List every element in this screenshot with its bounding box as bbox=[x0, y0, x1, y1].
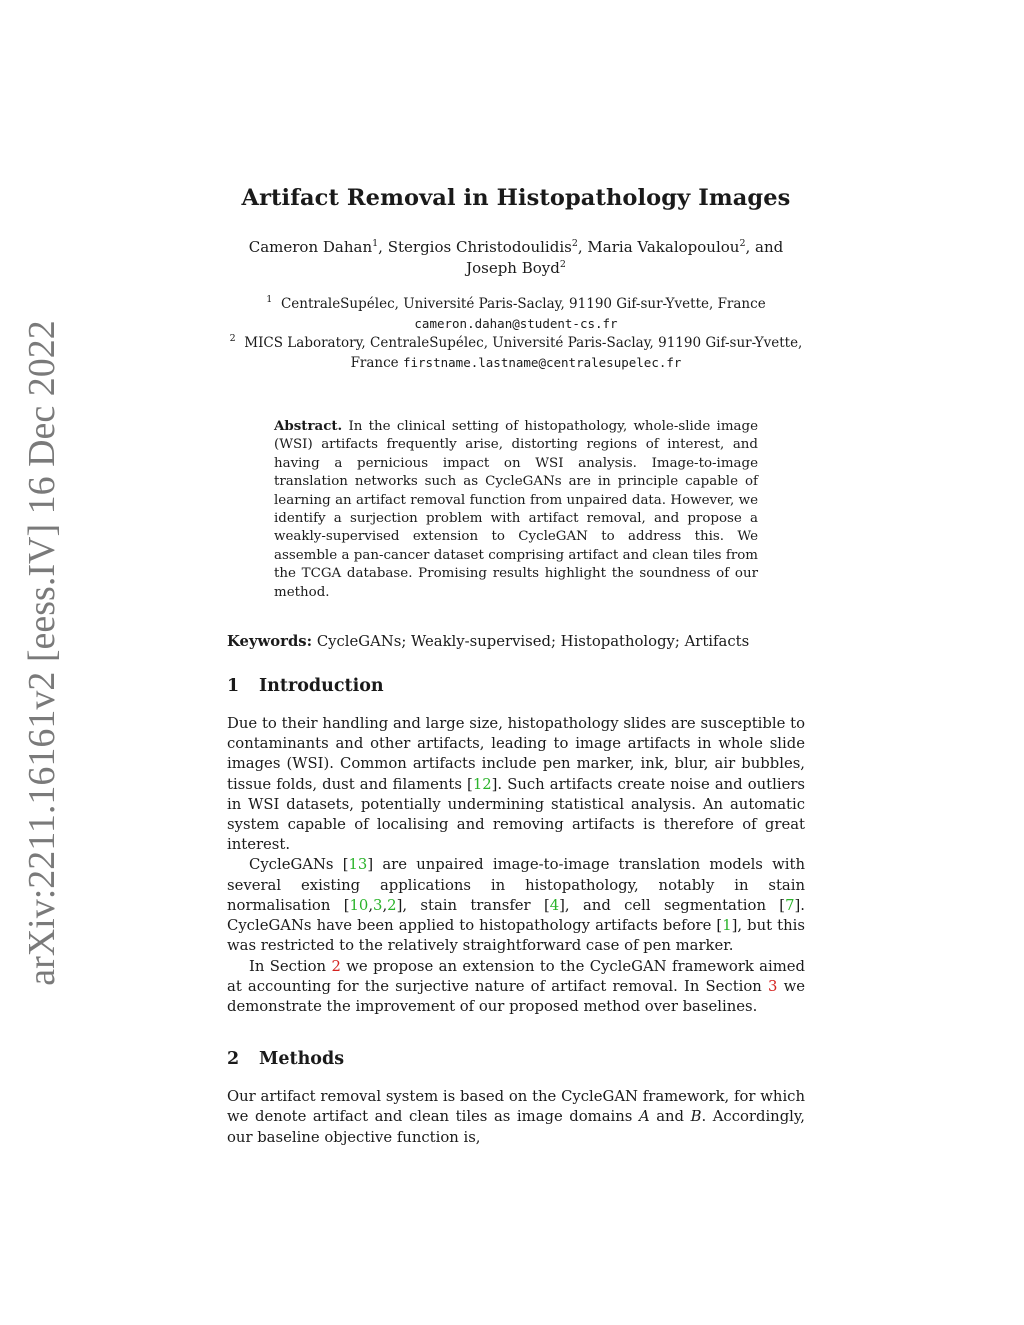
paragraph-text: ]. Such artifacts create noise and outliers in WSI datasets, potentially undermining statistical analysis. An automatic system capable of localising and removing artifacts is therefore of great interest. bbox=[227, 775, 805, 854]
paragraph-text: we demonstrate the improvement of our proposed method over baselines. bbox=[227, 977, 805, 1015]
citation-link[interactable]: 1 bbox=[722, 917, 732, 935]
author-separator: , bbox=[577, 238, 588, 256]
author-affil-marker: 2 bbox=[739, 238, 746, 249]
citation-link[interactable]: 2 bbox=[387, 896, 397, 914]
section-number: 2 bbox=[227, 1049, 240, 1070]
author-separator: , bbox=[378, 238, 388, 256]
paragraph-text: Due to their handling and large size, histopathology slides are susceptible to contaminants and other artifacts, leading to image artifacts in whole slide images (WSI). Common artifacts include pen marker, ink, blur, air bubbles, tissue folds, dust and filaments [ bbox=[227, 715, 805, 793]
paragraph-text: and bbox=[649, 1108, 691, 1126]
section-reference-link[interactable]: 2 bbox=[331, 957, 341, 975]
affiliation-number: 2 bbox=[229, 333, 236, 344]
affiliation-email[interactable]: firstname.lastname@centralesupelec.fr bbox=[402, 355, 682, 370]
keywords-text: CycleGANs; Weakly-supervised; Histopathology; Artifacts bbox=[316, 633, 750, 651]
paragraph-text: In Section bbox=[249, 957, 332, 975]
intro-paragraph-1 bbox=[227, 714, 805, 855]
author-name: Maria Vakalopoulou bbox=[587, 238, 740, 256]
abstract-label: Abstract. bbox=[274, 418, 343, 434]
citation-link[interactable]: 7 bbox=[785, 896, 795, 914]
paragraph-text: CycleGANs [ bbox=[249, 856, 349, 874]
math-symbol: B bbox=[690, 1108, 702, 1126]
abstract bbox=[274, 417, 758, 602]
methods-paragraph-1 bbox=[227, 1087, 805, 1148]
paper-title: Artifact Removal in Histopathology Images bbox=[241, 185, 791, 211]
citation-link[interactable]: 4 bbox=[549, 896, 560, 914]
keywords bbox=[227, 632, 805, 652]
author-affil-marker: 1 bbox=[372, 238, 379, 249]
paragraph-text: ] are unpaired image-to-image translation models with several existing applications in histopathology, notably in stain normalisation [ bbox=[227, 856, 805, 914]
citation-separator: , bbox=[382, 896, 388, 914]
section-heading-methods bbox=[227, 1049, 805, 1069]
author-name: Joseph Boyd bbox=[466, 259, 560, 277]
affiliation-2 bbox=[227, 334, 805, 373]
paragraph-text: ], and cell segmentation [ bbox=[559, 896, 786, 914]
citation-link[interactable]: 10 bbox=[349, 896, 369, 914]
author-name: Stergios Christodoulidis bbox=[387, 238, 572, 256]
affiliation-email[interactable]: cameron.dahan@student-cs.fr bbox=[414, 316, 618, 331]
abstract-text: In the clinical setting of histopathology, whole-slide image (WSI) artifacts frequently arise, distorting regions of interest, and having a pernicious impact on WSI analysis. Image-to-image translation networks such as CycleGANs are in principle capable of learning an artifact removal function from unpaired data. However, we identify a surjection problem with artifact removal, and propose a weakly-supervised extension to CycleGAN to address this. We assemble a pan-cancer dataset comprising artifact and clean tiles from the TCGA database. Promising results highlight the soundness of our method. bbox=[274, 419, 758, 600]
affiliation-number: 1 bbox=[266, 294, 273, 305]
author-list bbox=[235, 237, 797, 279]
intro-paragraph-2 bbox=[227, 855, 805, 956]
paragraph-text: we propose an extension to the CycleGAN framework aimed at accounting for the surjective nature of artifact removal. In Section bbox=[227, 957, 805, 995]
paragraph-text: ], but this was restricted to the relatively straightforward case of pen marker. bbox=[227, 917, 805, 955]
author-name: Cameron Dahan bbox=[248, 238, 373, 256]
paragraph-text: . Accordingly, our baseline objective function is, bbox=[227, 1108, 806, 1146]
author-separator: , and bbox=[745, 238, 784, 256]
section-title: Introduction bbox=[259, 676, 384, 697]
section-number: 1 bbox=[227, 676, 240, 697]
math-symbol: A bbox=[638, 1108, 650, 1126]
author-affil-marker: 2 bbox=[571, 238, 578, 249]
citation-link[interactable]: 13 bbox=[348, 856, 368, 874]
citation-link[interactable]: 3 bbox=[373, 896, 383, 914]
intro-paragraph-3 bbox=[227, 957, 805, 1018]
keywords-label: Keywords: bbox=[227, 633, 313, 651]
citation-link[interactable]: 12 bbox=[472, 775, 492, 793]
section-heading-introduction bbox=[227, 676, 805, 696]
citation-separator: , bbox=[368, 896, 374, 914]
arxiv-identifier-stamp bbox=[12, 320, 72, 986]
paragraph-text: Our artifact removal system is based on the CycleGAN framework, for which we denote artifact and clean tiles as image domains bbox=[227, 1088, 805, 1126]
affiliation-text: CentraleSupélec, Université Paris-Saclay, 91190 Gif-sur-Yvette, France bbox=[280, 296, 766, 312]
paragraph-text: ]. CycleGANs have been applied to histopathology artifacts before [ bbox=[227, 896, 805, 935]
author-affil-marker: 2 bbox=[559, 259, 566, 270]
arxiv-identifier-text: arXiv:2211.16161v2 [eess.IV] 16 Dec 2022 bbox=[21, 320, 63, 986]
section-title: Methods bbox=[259, 1049, 345, 1070]
section-reference-link[interactable]: 3 bbox=[768, 977, 778, 995]
affiliation-text: MICS Laboratory, CentraleSupélec, Université Paris-Saclay, 91190 Gif-sur-Yvette, France bbox=[244, 335, 803, 371]
paragraph-text: ], stain transfer [ bbox=[396, 896, 550, 914]
affiliation-1 bbox=[227, 295, 805, 334]
paper-page bbox=[227, 185, 805, 1148]
